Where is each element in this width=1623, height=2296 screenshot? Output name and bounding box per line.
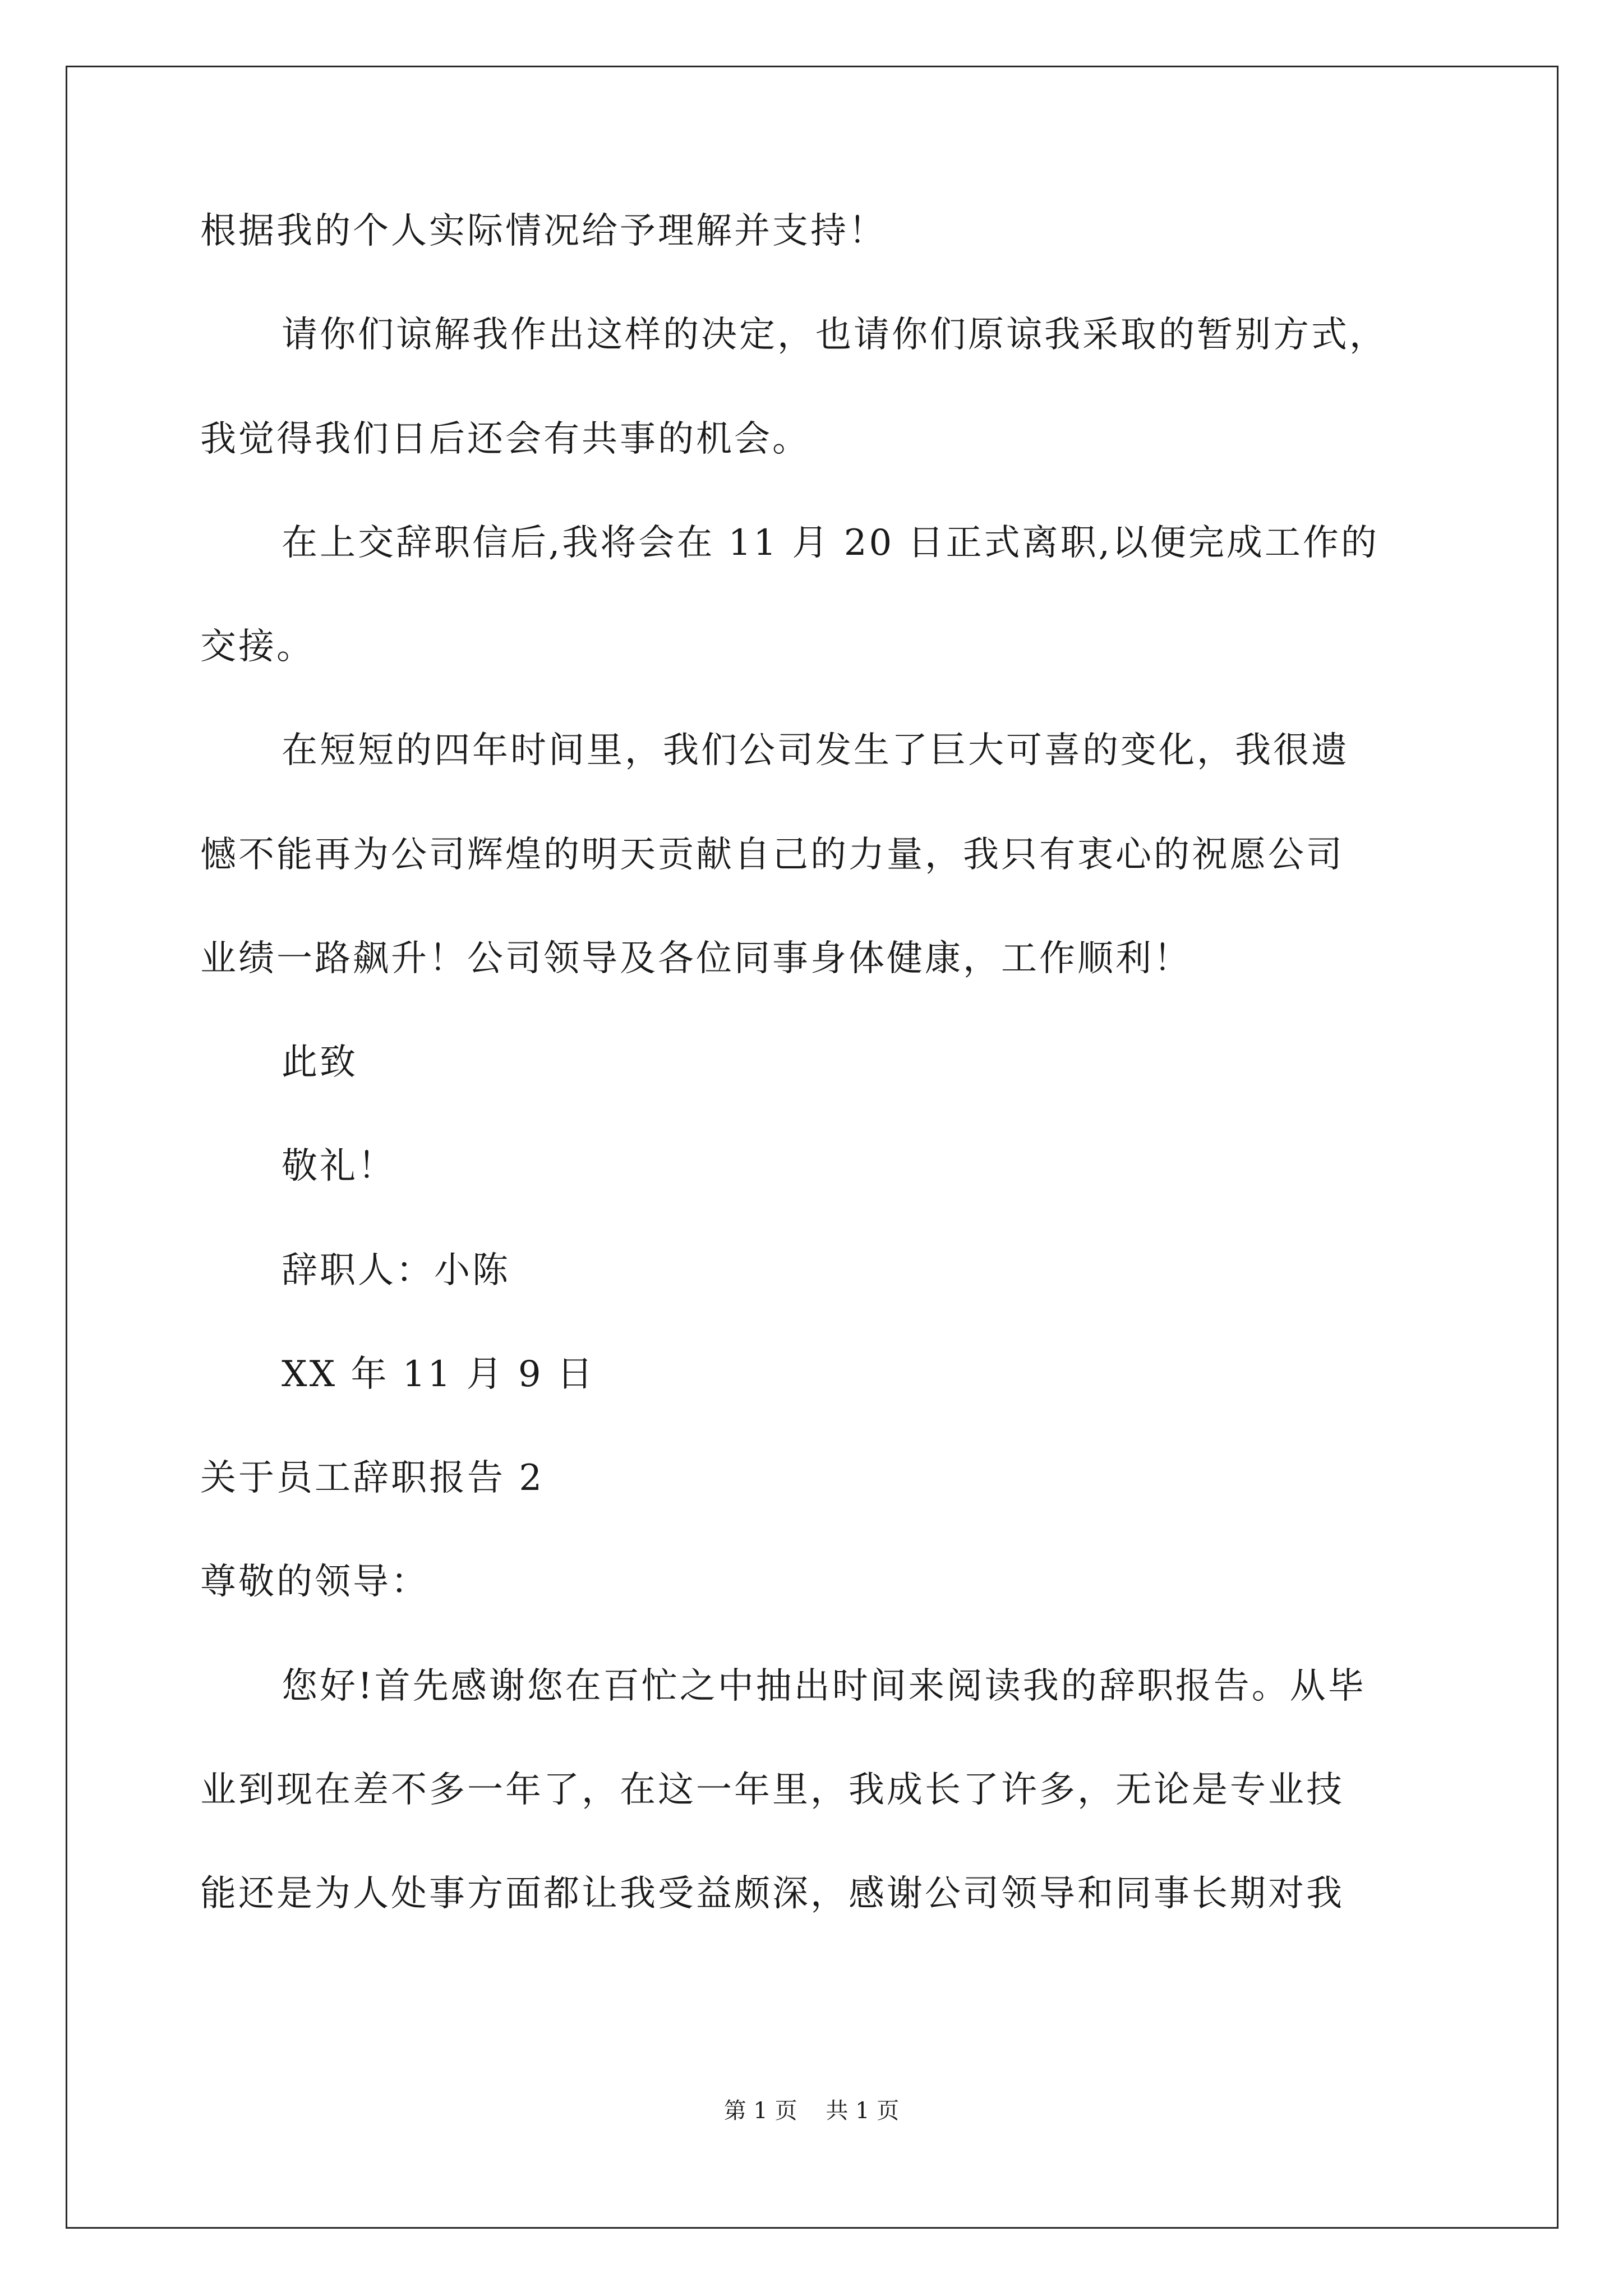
body-line-3: 我觉得我们日后还会有共事的机会。 [200, 418, 810, 460]
closing-regards: 敬礼！ [282, 1145, 396, 1187]
greeting-line: 尊敬的领导： [200, 1561, 429, 1603]
body-line-1: 根据我的个人实际情况给予理解并支持！ [200, 210, 887, 252]
body-line-10: 业到现在差不多一年了，在这一年里，我成长了许多，无论是专业技 [200, 1769, 1344, 1811]
body-line-4: 在上交辞职信后,我将会在 11 月 20 日正式离职,以便完成工作的 [282, 522, 1379, 564]
signature-line: 辞职人：小陈 [282, 1250, 510, 1291]
body-line-7: 憾不能再为公司辉煌的明天贡献自己的力量，我只有衷心的祝愿公司 [200, 834, 1344, 876]
body-line-2: 请你们谅解我作出这样的决定，也请你们原谅我采取的暂别方式， [282, 314, 1387, 356]
page-number: 第 1 页 共 1 页 [723, 2098, 900, 2124]
closing-salutation: 此致 [282, 1042, 358, 1083]
body-line-8: 业绩一路飙升！公司领导及各位同事身体健康，工作顺利！ [200, 938, 1192, 979]
body-line-11: 能还是为人处事方面都让我受益颇深，感谢公司领导和同事长期对我 [200, 1873, 1344, 1915]
section-heading: 关于员工辞职报告 2 [200, 1457, 545, 1499]
body-line-6: 在短短的四年时间里，我们公司发生了巨大可喜的变化，我很遗 [282, 730, 1349, 771]
body-line-9: 您好!首先感谢您在百忙之中抽出时间来阅读我的辞职报告。从毕 [282, 1665, 1366, 1707]
date-line: XX 年 11 月 9 日 [282, 1354, 595, 1395]
body-line-5: 交接。 [200, 626, 315, 668]
